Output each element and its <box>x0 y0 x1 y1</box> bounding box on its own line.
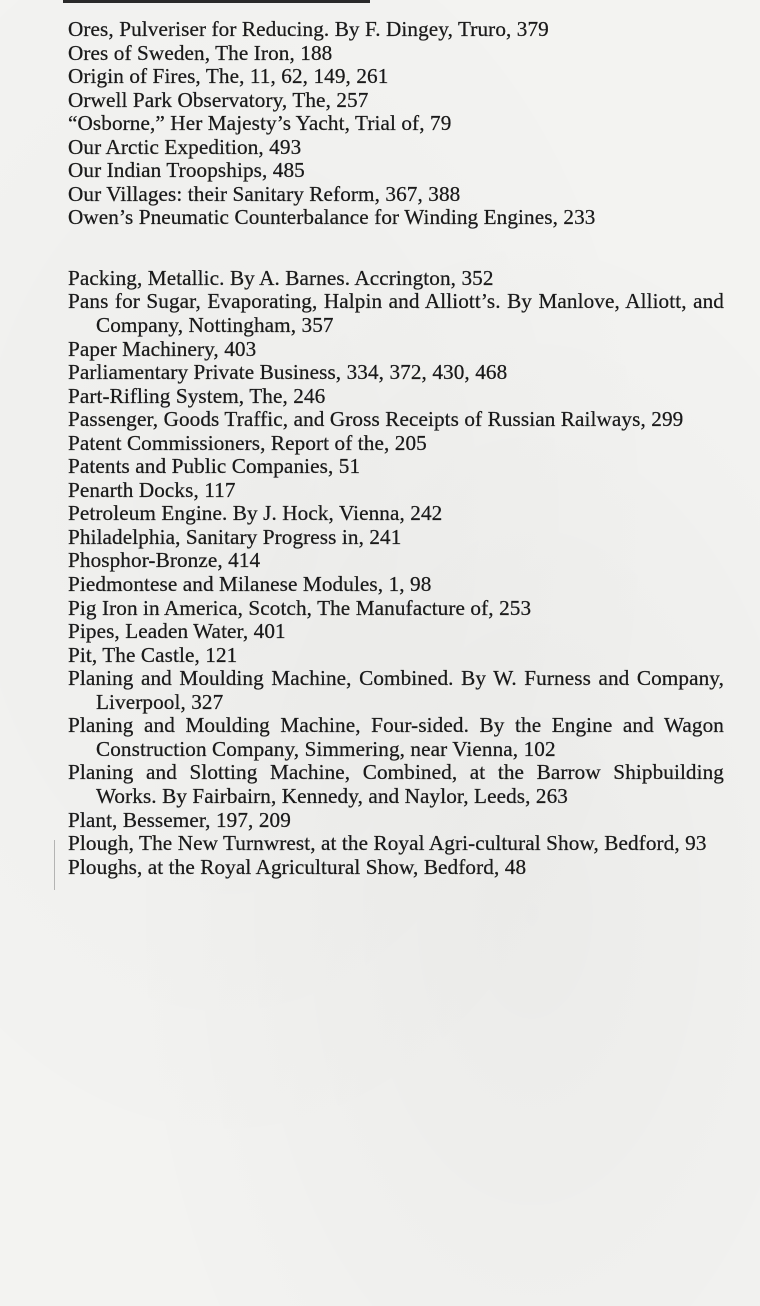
index-entry: Pipes, Leaden Water, 401 <box>68 619 286 644</box>
index-entry: Penarth Docks, 117 <box>68 477 236 502</box>
index-entry: Ploughs, at the Royal Agricultural Show, Bedford, 48 <box>68 854 527 879</box>
top-rule <box>63 0 370 3</box>
index-entry: Parliamentary Private Business, 334, 372, 430, 468 <box>68 360 508 385</box>
index-entry: Petroleum Engine. By J. Hock, Vienna, 242 <box>68 501 443 526</box>
index-entry: Plough, The New Turnwrest, at the Royal Agri-cultural Show, Bedford, 93 <box>68 831 707 856</box>
index-entry: Owen’s Pneumatic Counterbalance for Winding Engines, 233 <box>68 205 596 230</box>
index-entry: Our Villages: their Sanitary Reform, 367, 388 <box>68 181 461 206</box>
index-entry: Our Arctic Expedition, 493 <box>68 134 302 159</box>
index-entry: Pit, The Castle, 121 <box>68 642 238 667</box>
index-entry: Ores of Sweden, The Iron, 188 <box>68 40 333 65</box>
index-entry: Pig Iron in America, Scotch, The Manufacture of, 253 <box>68 595 532 620</box>
index-entry: Packing, Metallic. By A. Barnes. Accrington, 352 <box>68 265 494 290</box>
index-entry: Patent Commissioners, Report of the, 205 <box>68 430 427 455</box>
index-entry: Part-Rifling System, The, 246 <box>68 383 326 408</box>
index-entry: Ores, Pulveriser for Reducing. By F. Dingey, Truro, 379 <box>68 17 549 41</box>
index-entry: Our Indian Troopships, 485 <box>68 158 305 183</box>
index-entry: Philadelphia, Sanitary Progress in, 241 <box>68 524 402 549</box>
index-entry: Patents and Public Companies, 51 <box>68 454 361 479</box>
index-entry: Planing and Slotting Machine, Combined, at the Barrow Shipbuilding Works. By Fairbairn, Kennedy, and Naylor, Leeds, 263 <box>68 760 724 808</box>
index-entry: Planing and Moulding Machine, Combined. By W. Furness and Company, Liverpool, 327 <box>68 666 724 714</box>
index-entry: Pans for Sugar, Evaporating, Halpin and Alliott’s. By Manlove, Alliott, and Company, Nottingham, 357 <box>68 289 724 338</box>
index-entry: Origin of Fires, The, 11, 62, 149, 261 <box>68 64 389 89</box>
index-column <box>68 18 724 879</box>
index-entry: Phosphor-Bronze, 414 <box>68 548 261 573</box>
index-entry: Planing and Moulding Machine, Four-sided. By the Engine and Wagon Construction Company, Simmering, near Vienna, 102 <box>68 713 724 761</box>
index-entry: Paper Machinery, 403 <box>68 336 257 361</box>
index-entry: Plant, Bessemer, 197, 209 <box>68 807 291 832</box>
index-entry: Passenger, Goods Traffic, and Gross Receipts of Russian Railways, 299 <box>68 407 684 432</box>
index-entry: Orwell Park Observatory, The, 257 <box>68 87 369 112</box>
gutter-line <box>54 840 55 890</box>
index-entry: “Osborne,” Her Majesty’s Yacht, Trial of, 79 <box>68 111 452 136</box>
index-entry: Piedmontese and Milanese Modules, 1, 98 <box>68 572 432 597</box>
